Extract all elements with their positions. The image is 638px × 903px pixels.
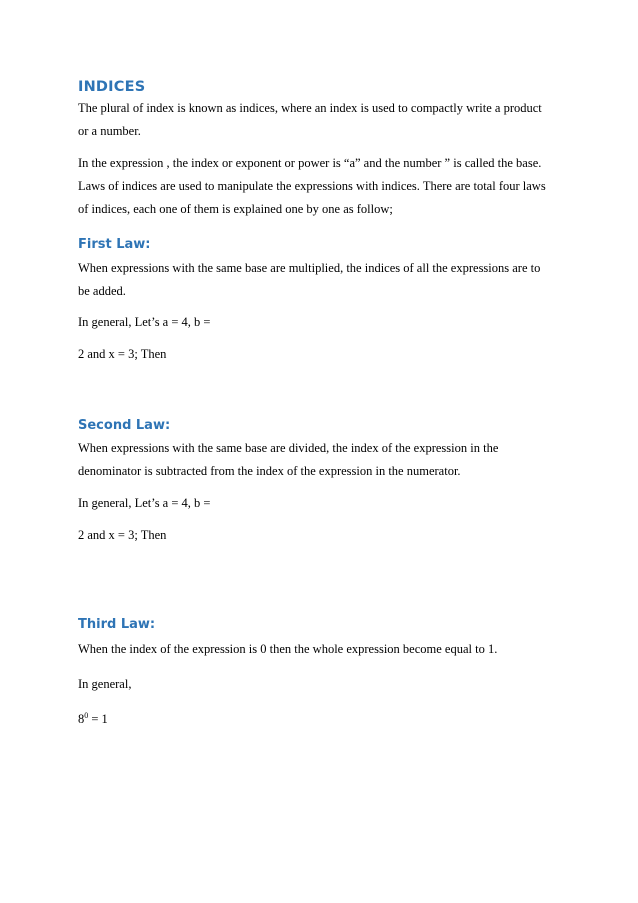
- third-law-heading: Third Law:: [78, 617, 156, 632]
- first-law-line-3: In general, Let’s a = 4, b =: [78, 315, 211, 329]
- intro-line-3: In the expression , the index or exponent or power is “a” and the number ” is called the base.: [78, 156, 542, 170]
- first-law-line-1: When expressions with the same base are multiplied, the indices of all the expressions are to: [78, 261, 541, 275]
- third-law-example: [78, 712, 108, 727]
- third-law-line-2: In general,: [78, 677, 132, 691]
- first-law-line-4: 2 and x = 3; Then: [78, 347, 167, 361]
- second-law-heading: Second Law:: [78, 418, 171, 433]
- second-law-line-1: When expressions with the same base are divided, the index of the expression in the: [78, 441, 499, 455]
- example-base: 8: [78, 712, 85, 726]
- intro-line-5: of indices, each one of them is explained one by one as follow;: [78, 202, 393, 216]
- second-law-line-4: 2 and x = 3; Then: [78, 528, 167, 542]
- intro-line-1: The plural of index is known as indices, where an index is used to compactly write a product: [78, 101, 542, 115]
- page-title: INDICES: [78, 79, 146, 95]
- second-law-line-3: In general, Let’s a = 4, b =: [78, 496, 211, 510]
- first-law-heading: First Law:: [78, 237, 151, 252]
- intro-line-4: Laws of indices are used to manipulate the expressions with indices. There are total four laws: [78, 179, 546, 193]
- example-result: = 1: [88, 712, 108, 726]
- second-law-line-2: denominator is subtracted from the index of the expression in the numerator.: [78, 464, 461, 478]
- third-law-line-1: When the index of the expression is 0 then the whole expression become equal to 1.: [78, 642, 498, 656]
- first-law-line-2: be added.: [78, 284, 126, 298]
- intro-line-2: or a number.: [78, 124, 141, 138]
- example-exponent: 0: [84, 710, 89, 720]
